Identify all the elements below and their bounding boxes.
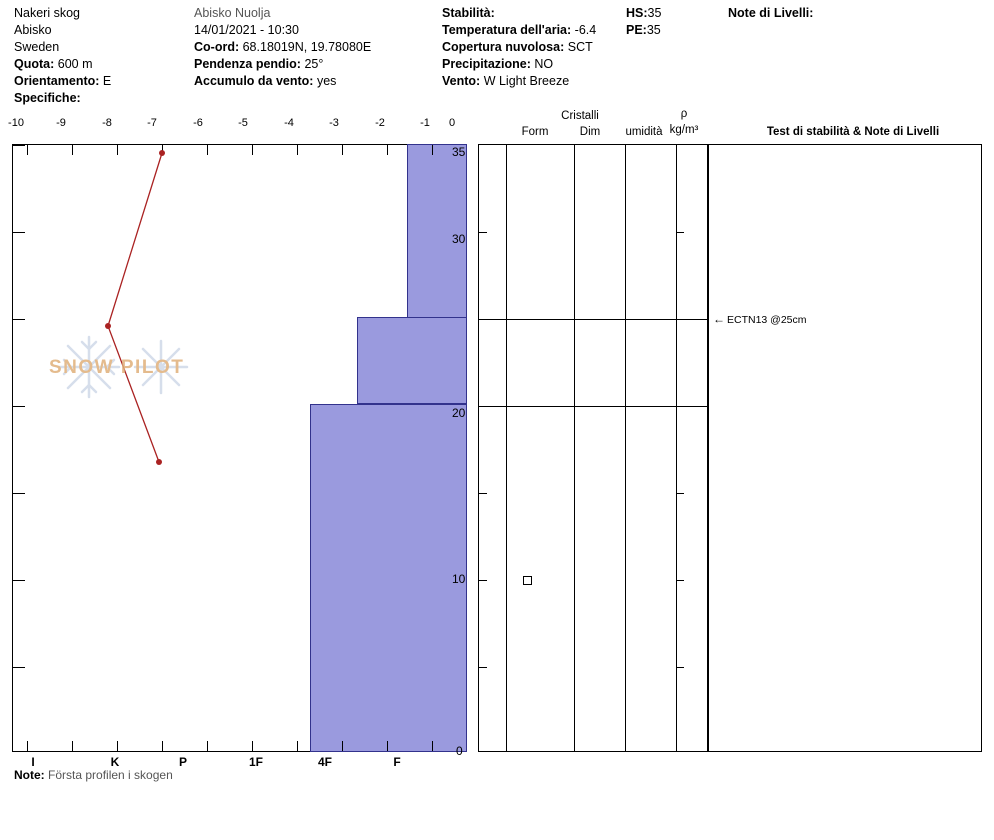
elevation-label: Quota:: [14, 57, 55, 71]
density-tick-25: [676, 319, 684, 320]
wind-loading-row: [194, 73, 336, 90]
depth-label-35: 35: [452, 145, 466, 159]
layer-notes-header: [728, 5, 813, 22]
hardness-tick-i: I: [31, 755, 35, 769]
temp-tick--2: -2: [375, 117, 385, 129]
hs-row: [626, 5, 661, 22]
layer-boundary-25: [479, 319, 707, 320]
temp-tick--5: -5: [238, 117, 248, 129]
form-dim-divider: [574, 145, 575, 751]
grain-form-square-icon: [523, 576, 532, 585]
pe-row: [626, 22, 661, 39]
air-temp-value: -6.4: [574, 23, 597, 37]
crystals-table[interactable]: [478, 144, 708, 752]
stability-label: Stabilità:: [442, 6, 495, 20]
dim-humidity-divider: [625, 145, 626, 751]
form-column-header: Form: [521, 126, 549, 138]
country-name: Sweden: [14, 40, 60, 54]
air-temp-row: [442, 22, 596, 39]
hs-label: HS:: [626, 6, 648, 20]
coordinates-value: 68.18019N, 19.78080E: [242, 40, 372, 54]
crystals-divider: [506, 145, 507, 751]
site-name: Nakeri skog: [14, 6, 80, 20]
snow-profile-plot[interactable]: [12, 144, 467, 752]
layer-boundary-20: [479, 406, 707, 407]
watermark-text: SNOW PILOT: [49, 357, 185, 378]
crystals-tick-10: [479, 580, 487, 581]
wind-loading-label: Accumulo da vento:: [194, 74, 314, 88]
temp-tick--4: -4: [284, 117, 294, 129]
crystals-tick-5: [479, 667, 487, 668]
humidity-column-header: umidità: [625, 126, 663, 138]
elevation-value: 600 m: [57, 57, 93, 71]
aspect-label: Orientamento:: [14, 74, 100, 88]
precipitation-value: NO: [534, 57, 554, 71]
hardness-tick-f: F: [393, 755, 401, 769]
wind-label: Vento:: [442, 74, 481, 88]
location-name: Abisko Nuolja: [194, 6, 271, 20]
depth-label-20: 20: [452, 406, 466, 420]
cloud-cover-value: SCT: [567, 40, 593, 54]
temp-tick--3: -3: [329, 117, 339, 129]
density-unit-header: kg/m³: [669, 124, 699, 136]
depth-label-10: 10: [452, 572, 466, 586]
temp-tick--9: -9: [56, 117, 66, 129]
stability-tests-table[interactable]: [708, 144, 982, 752]
density-symbol-header: ρ: [680, 108, 688, 120]
density-tick-10: [676, 580, 684, 581]
pe-value: 35: [646, 23, 661, 37]
stability-row: [442, 5, 495, 22]
aspect-value: E: [102, 74, 112, 88]
cloud-cover-row: [442, 39, 593, 56]
note-label: Note:: [14, 768, 45, 782]
specifics-row: [14, 90, 81, 107]
ectn-arrow-icon: ←: [713, 312, 725, 326]
profile-note: [14, 768, 173, 782]
ectn-annotation: ECTN13 @25cm: [727, 314, 807, 326]
precipitation-label: Precipitazione:: [442, 57, 531, 71]
depth-label-0: 0: [456, 744, 463, 758]
layer-notes-label: Note di Livelli:: [728, 6, 814, 20]
hs-value: 35: [647, 6, 662, 20]
coordinates-row: [194, 39, 371, 56]
crystals-tick-15: [479, 493, 487, 494]
wind-loading-value: yes: [316, 74, 337, 88]
air-temp-label: Temperatura dell'aria:: [442, 23, 572, 37]
humidity-density-divider: [676, 145, 677, 751]
coordinates-label: Co-ord:: [194, 40, 240, 54]
temp-tick--6: -6: [193, 117, 203, 129]
temp-tick-0: 0: [448, 117, 456, 129]
slope-angle-row: [194, 56, 323, 73]
slope-angle-value: 25°: [304, 57, 324, 71]
temp-tick--1: -1: [420, 117, 430, 129]
elevation-row: [14, 56, 93, 73]
slope-angle-label: Pendenza pendio:: [194, 57, 301, 71]
cloud-cover-label: Copertura nuvolosa:: [442, 40, 565, 54]
density-tick-5: [676, 667, 684, 668]
density-tick-20: [676, 406, 684, 407]
density-tick-30: [676, 232, 684, 233]
wind-value: W Light Breeze: [483, 74, 570, 88]
dim-column-header: Dim: [579, 126, 601, 138]
hardness-tick-4f: 4F: [317, 755, 332, 769]
density-tick-15: [676, 493, 684, 494]
pe-label: PE:: [626, 23, 647, 37]
aspect-row: [14, 73, 111, 90]
specifics-label: Specifiche:: [14, 91, 81, 105]
hardness-tick-k: K: [110, 755, 120, 769]
temperature-profile-line: [13, 145, 468, 753]
wind-row: [442, 73, 569, 90]
temp-tick--10: -10: [8, 117, 24, 129]
region-name: Abisko: [14, 23, 52, 37]
precipitation-row: [442, 56, 553, 73]
temp-tick--8: -8: [102, 117, 112, 129]
snowpilot-watermark: [41, 327, 216, 407]
note-value: Första profilen i skogen: [48, 768, 173, 782]
datetime: 14/01/2021 - 10:30: [194, 23, 299, 37]
hardness-tick-1f: 1F: [248, 755, 263, 769]
temp-tick--7: -7: [147, 117, 157, 129]
stability-tests-header: Test di stabilità & Note di Livelli: [766, 126, 940, 138]
depth-label-30: 30: [452, 232, 466, 246]
crystals-tick-30: [479, 232, 487, 233]
hardness-tick-p: P: [178, 755, 187, 769]
crystals-group-header: Cristalli: [561, 110, 599, 122]
